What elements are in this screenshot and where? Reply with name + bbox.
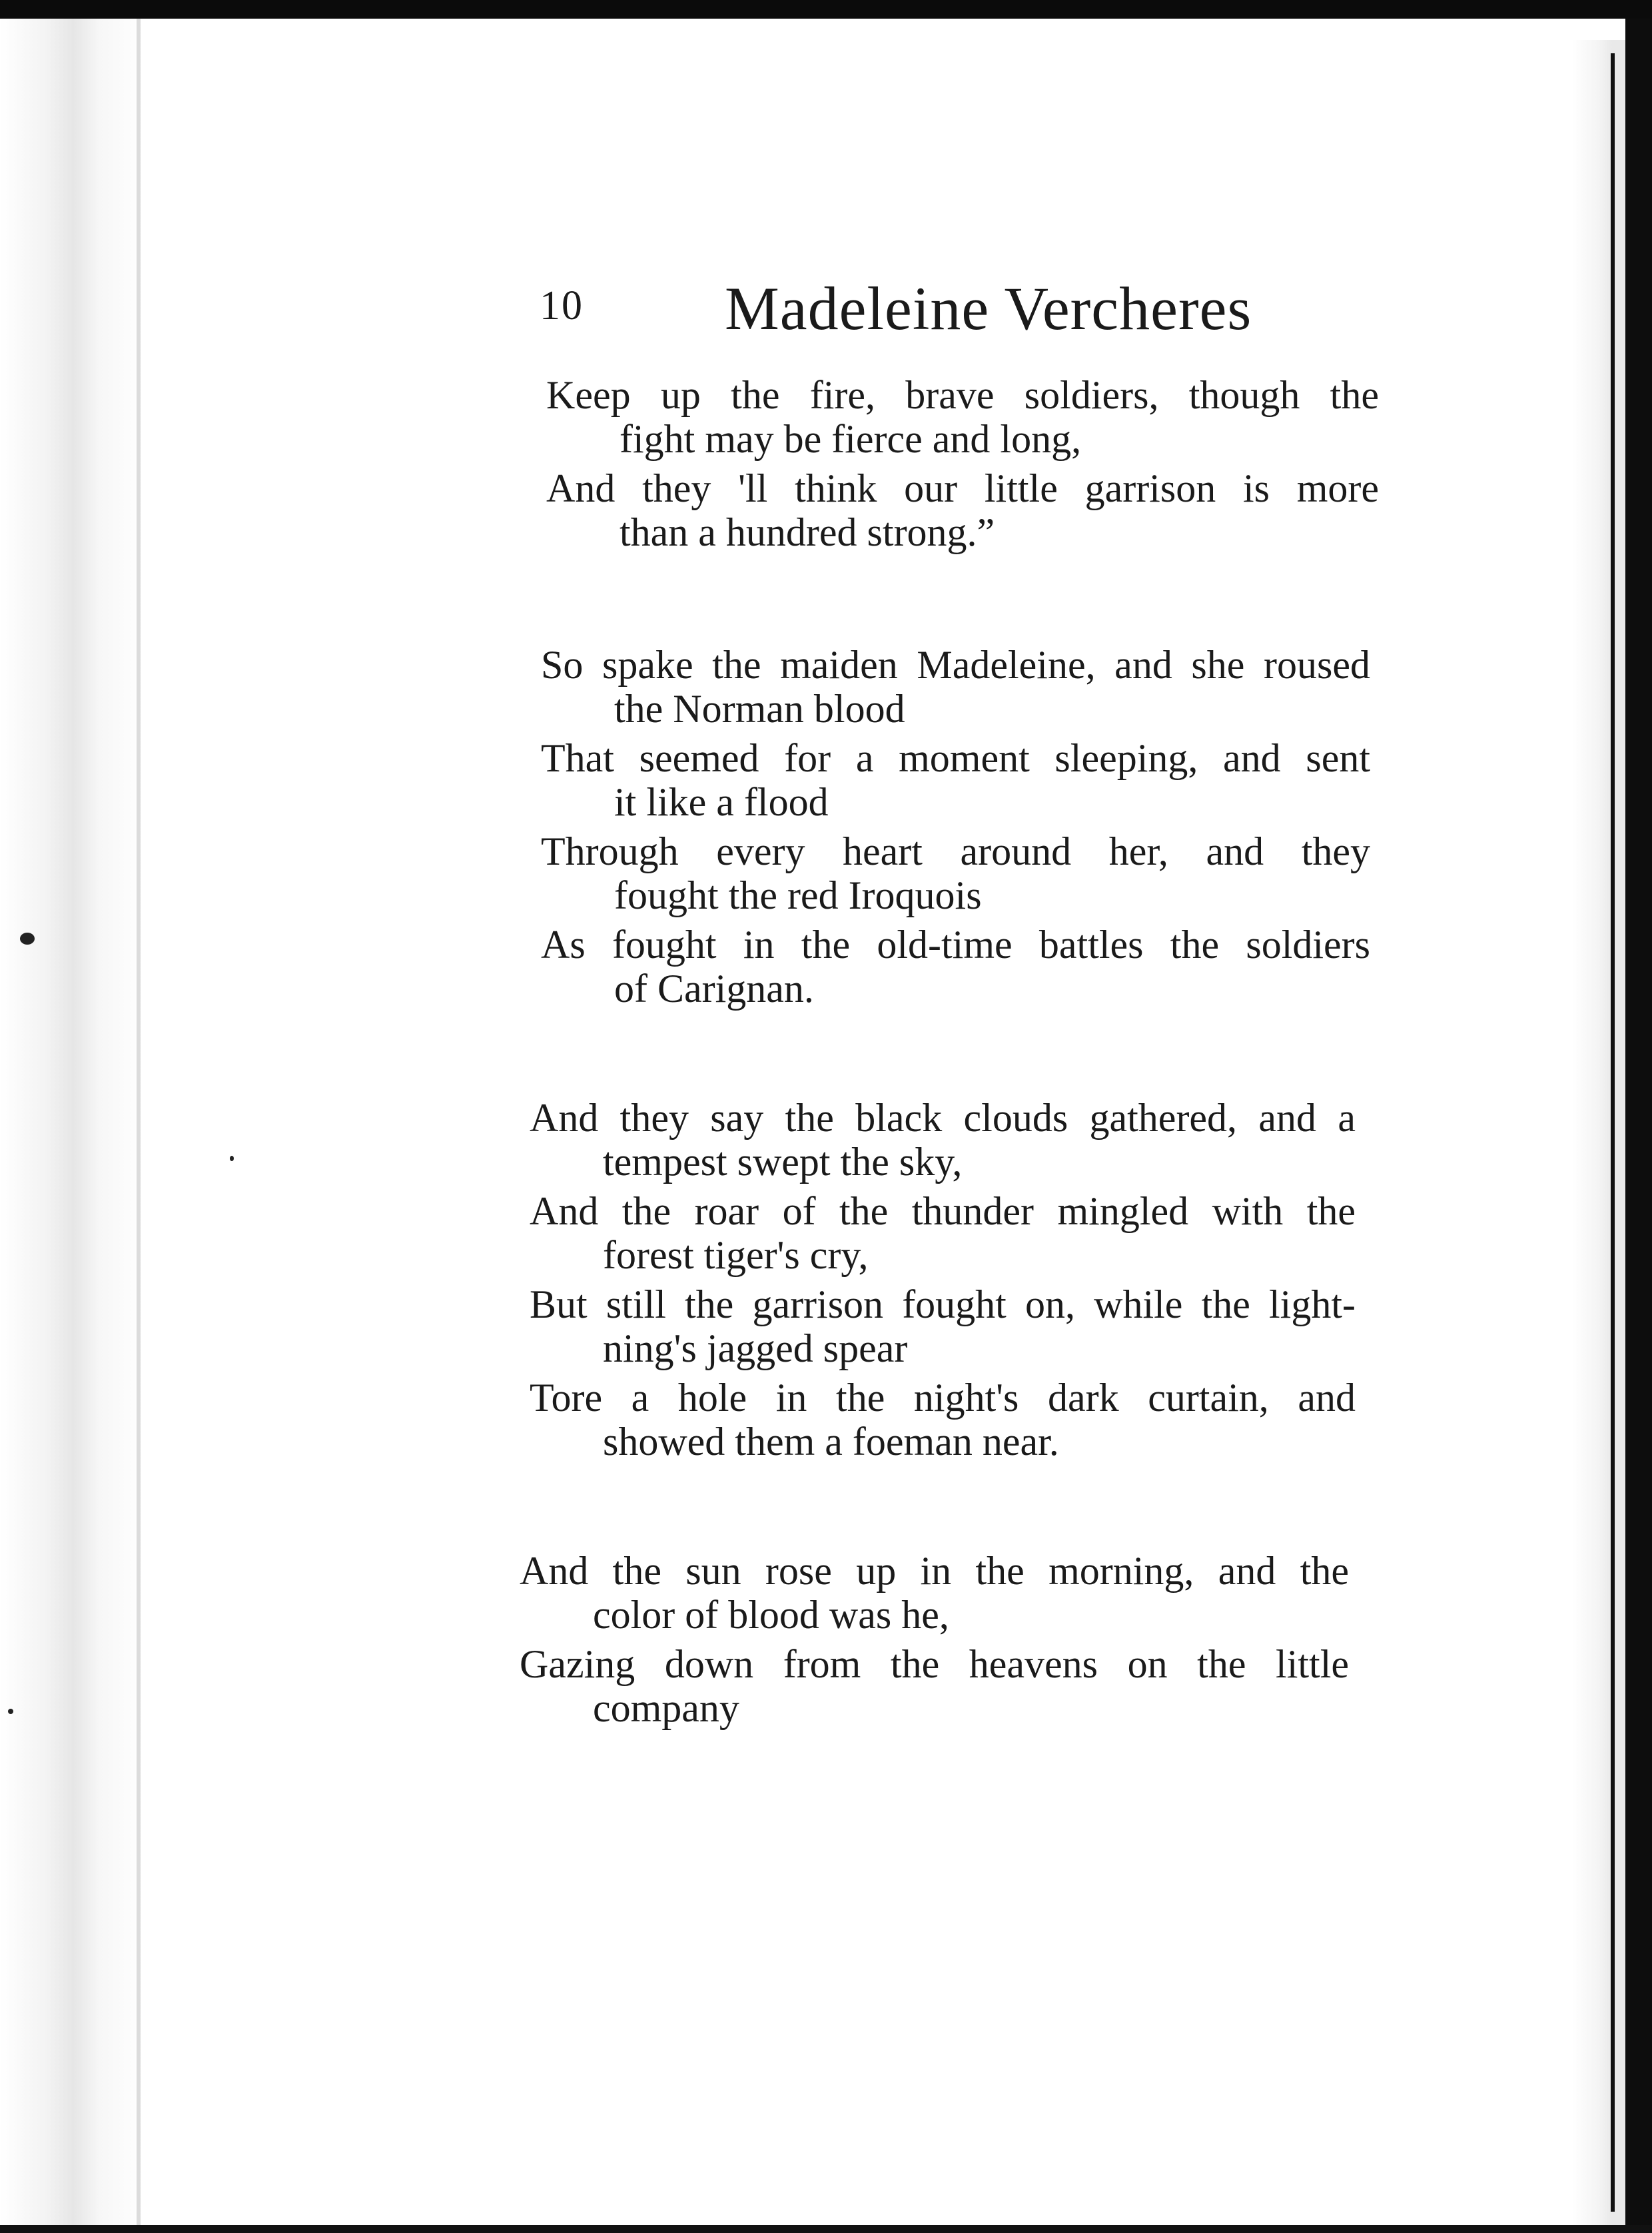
verse-line-continuation: tempest swept the sky, bbox=[603, 1140, 963, 1184]
verse-line: Tore a hole in the night's dark curtain, and bbox=[530, 1376, 1356, 1420]
verse-line-continuation: ning's jagged spear bbox=[603, 1326, 908, 1370]
stanza bbox=[546, 373, 1379, 560]
verse-line: So spake the maiden Madeleine, and she roused bbox=[541, 643, 1370, 687]
verse-line-continuation: company bbox=[593, 1686, 739, 1730]
verse-line-continuation: it like a flood bbox=[614, 780, 829, 824]
verse-line: But still the garrison fought on, while the light- bbox=[530, 1282, 1356, 1326]
stanza bbox=[520, 1549, 1349, 1735]
running-title: Madeleine Vercheres bbox=[725, 274, 1252, 342]
verse-line-continuation: of Carignan. bbox=[614, 967, 814, 1011]
verse-line: That seemed for a moment sleeping, and sent bbox=[541, 736, 1370, 780]
verse-line-continuation: fought the red Iroquois bbox=[614, 873, 982, 917]
verse-line: Gazing down from the heavens on the little bbox=[520, 1642, 1349, 1686]
verse-line: Keep up the fire, brave soldiers, though the bbox=[546, 373, 1379, 417]
stanza bbox=[541, 643, 1370, 1016]
verse-line: And they 'll think our little garrison is more bbox=[546, 466, 1379, 510]
verse-line-continuation: than a hundred strong.” bbox=[620, 510, 995, 554]
verse-line: And the roar of the thunder mingled with the bbox=[530, 1189, 1356, 1233]
verse-line: And they say the black clouds gathered, and a bbox=[530, 1096, 1356, 1140]
verse-line-continuation: fight may be fierce and long, bbox=[620, 417, 1082, 461]
page-number: 10 bbox=[540, 283, 584, 328]
verse-line-continuation: the Norman blood bbox=[614, 687, 905, 731]
verse-line: Through every heart around her, and they bbox=[541, 829, 1370, 873]
verse-line-continuation: color of blood was he, bbox=[593, 1593, 949, 1637]
verse-line-continuation: showed them a foeman near. bbox=[603, 1420, 1059, 1464]
page-header bbox=[540, 273, 1406, 346]
verse-line: And the sun rose up in the morning, and the bbox=[520, 1549, 1349, 1593]
verse-line-continuation: forest tiger's cry, bbox=[603, 1233, 869, 1277]
stanza bbox=[530, 1096, 1356, 1469]
verse-line: As fought in the old-time battles the soldiers bbox=[541, 923, 1370, 967]
